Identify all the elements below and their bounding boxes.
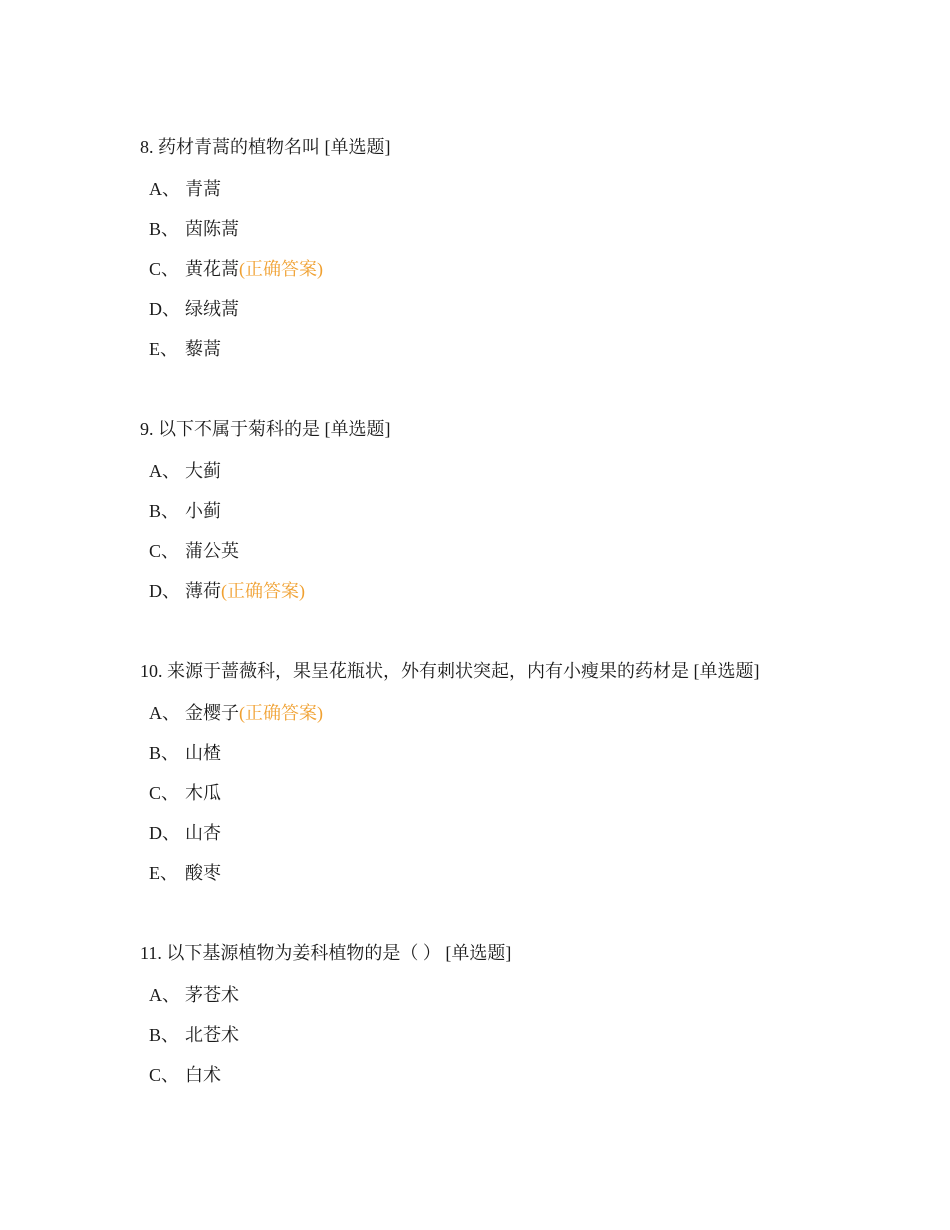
option-text: 金樱子 [185, 703, 239, 723]
option-letter: C、 [149, 259, 180, 279]
question-title [140, 941, 900, 965]
option-text: 薄荷 [185, 581, 221, 601]
option-b [140, 733, 900, 773]
option-b [140, 1015, 900, 1055]
option-letter: D、 [149, 299, 180, 319]
option-text: 绿绒蒿 [185, 299, 239, 319]
correct-answer-mark: (正确答案) [221, 581, 305, 601]
option-text: 白术 [185, 1065, 221, 1085]
option-letter: A、 [149, 179, 180, 199]
option-e [140, 853, 900, 893]
question-type: [单选题] [693, 661, 760, 681]
option-letter: A、 [149, 985, 180, 1005]
option-letter: D、 [149, 823, 180, 843]
option-a [140, 451, 900, 491]
option-b [140, 209, 900, 249]
option-c [140, 249, 900, 289]
option-letter: B、 [149, 501, 180, 521]
option-d [140, 813, 900, 853]
option-d [140, 289, 900, 329]
option-a [140, 169, 900, 209]
question-9 [140, 417, 900, 611]
option-letter: B、 [149, 743, 180, 763]
option-text: 青蒿 [185, 179, 221, 199]
option-text: 蒲公英 [185, 541, 239, 561]
option-letter: A、 [149, 461, 180, 481]
option-a [140, 693, 900, 733]
option-text: 藜蒿 [185, 339, 221, 359]
question-title [140, 417, 900, 441]
option-letter: D、 [149, 581, 180, 601]
question-text: 以下不属于菊科的是 [158, 419, 320, 439]
option-letter: B、 [149, 1025, 180, 1045]
question-number: 10. [140, 661, 163, 681]
question-number: 9. [140, 419, 154, 439]
option-a [140, 975, 900, 1015]
option-text: 大蓟 [185, 461, 221, 481]
question-number: 11. [140, 943, 162, 963]
option-letter: C、 [149, 783, 180, 803]
option-c [140, 531, 900, 571]
option-b [140, 491, 900, 531]
question-type: [单选题] [324, 419, 391, 439]
question-text: 以下基源植物为姜科植物的是（ ） [166, 943, 441, 963]
question-text: 来源于蔷薇科，果呈花瓶状，外有刺状突起，内有小瘦果的药材是 [167, 661, 689, 681]
option-text: 木瓜 [185, 783, 221, 803]
question-type: [单选题] [445, 943, 512, 963]
correct-answer-mark: (正确答案) [239, 703, 323, 723]
question-text: 药材青蒿的植物名叫 [158, 137, 320, 157]
question-8 [140, 135, 900, 369]
option-c [140, 773, 900, 813]
option-letter: E、 [149, 339, 178, 359]
option-e [140, 329, 900, 369]
question-10 [140, 659, 900, 893]
option-text: 小蓟 [185, 501, 221, 521]
option-text: 酸枣 [185, 863, 221, 883]
option-text: 山楂 [185, 743, 221, 763]
option-letter: B、 [149, 219, 180, 239]
option-d [140, 571, 900, 611]
option-text: 山杏 [185, 823, 221, 843]
option-letter: A、 [149, 703, 180, 723]
option-c [140, 1055, 900, 1095]
question-number: 8. [140, 137, 154, 157]
option-text: 茅苍术 [185, 985, 239, 1005]
option-text: 黄花蒿 [185, 259, 239, 279]
option-letter: C、 [149, 1065, 180, 1085]
question-type: [单选题] [324, 137, 391, 157]
question-title [140, 135, 900, 159]
question-title [140, 659, 900, 683]
option-text: 北苍术 [185, 1025, 239, 1045]
option-text: 茵陈蒿 [185, 219, 239, 239]
question-11 [140, 941, 900, 1095]
correct-answer-mark: (正确答案) [239, 259, 323, 279]
option-letter: C、 [149, 541, 180, 561]
option-letter: E、 [149, 863, 178, 883]
